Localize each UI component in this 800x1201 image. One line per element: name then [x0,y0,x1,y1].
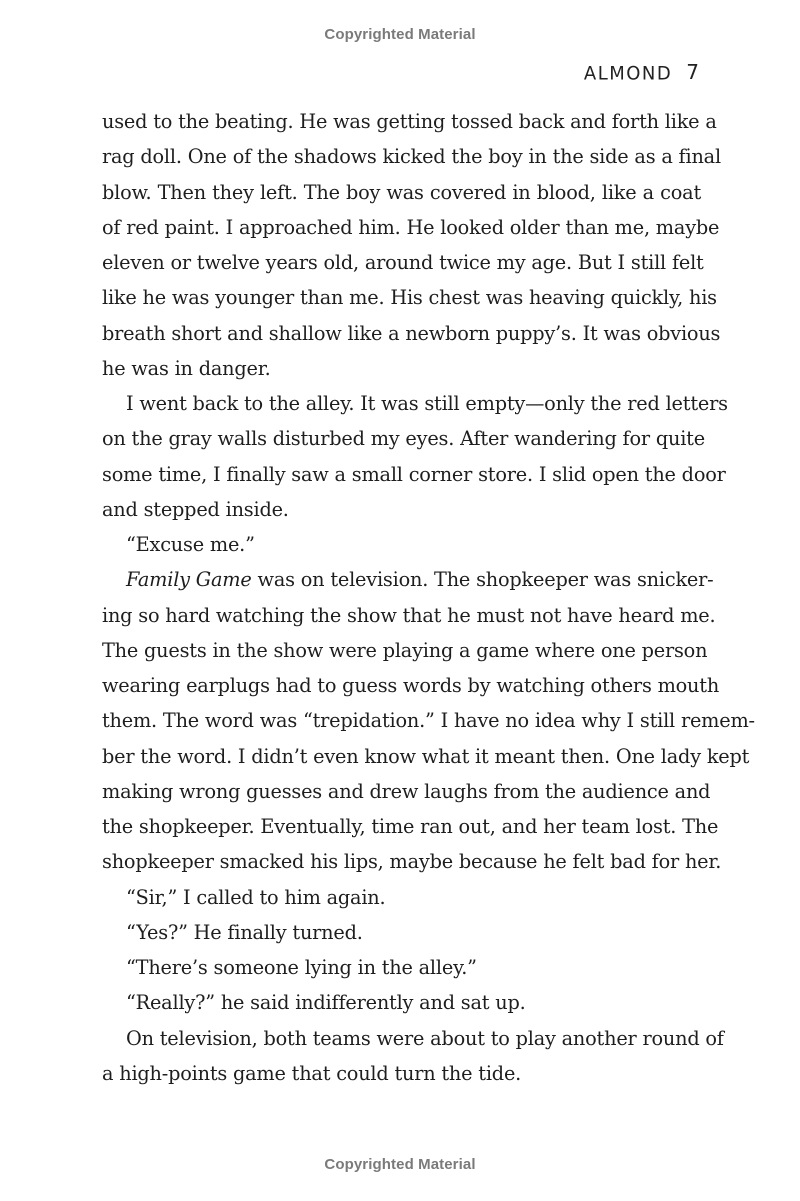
text-line: a high-points game that could turn the tide. [102,1061,522,1085]
text-line: wearing earplugs had to guess words by watching others mouth [102,674,720,697]
text-line: The guests in the show were playing a game where one person [102,638,708,662]
body-text [102,104,755,1091]
text-line: used to the beating. He was getting tossed back and forth like a [102,110,717,133]
text-line: “There’s someone lying in the alley.” [126,956,477,979]
text-line: like he was younger than me. His chest was heaving quickly, his [102,286,717,310]
text-line: ber the word. I didn’t even know what it meant then. One lady kept [102,744,750,768]
text-line: some time, I finally saw a small corner store. I slid open the door [102,462,726,486]
text-line: making wrong guesses and drew laughs from the audience and [102,779,711,803]
show-title-italic: Family Game [126,568,252,592]
text-line: rag doll. One of the shadows kicked the boy in the side as a final [102,145,721,169]
text-line: shopkeeper smacked his lips, maybe because he felt bad for her. [102,850,722,874]
text-line: he was in danger. [102,356,271,380]
text-line: “Excuse me.” [126,533,255,556]
text-line: “Really?” he said indifferently and sat up. [126,991,526,1015]
page-number: 7 [686,60,699,84]
text-line: I went back to the alley. It was still empty—only the red letters [126,392,728,415]
text-line: on the gray walls disturbed my eyes. After wandering for quite [102,427,705,451]
text-line-rest: was on television. The shopkeeper was snicker- [251,568,714,592]
text-line: eleven or twelve years old, around twice my age. But I still felt [102,251,704,274]
text-line: the shopkeeper. Eventually, time ran out, and her team lost. The [102,815,719,838]
text-line: “Sir,” I called to him again. [126,885,386,909]
text-line: blow. Then they left. The boy was covered in blood, like a coat [102,180,701,204]
copyright-watermark-top: Copyrighted Material [324,26,476,43]
running-head [584,60,699,84]
text-line: them. The word was “trepidation.” I have no idea why I still remem- [102,709,755,733]
text-line: and stepped inside. [102,497,289,521]
text-line: of red paint. I approached him. He looked older than me, maybe [102,215,720,239]
text-line: “Yes?” He finally turned. [126,920,363,944]
book-title: ALMOND [583,62,673,85]
copyright-watermark-bottom: Copyrighted Material [324,1156,476,1173]
text-line [102,562,714,597]
text-line: breath short and shallow like a newborn puppy’s. It was obvious [102,321,721,345]
text-line: ing so hard watching the show that he must not have heard me. [102,603,716,627]
text-line: On television, both teams were about to play another round of [126,1026,724,1050]
